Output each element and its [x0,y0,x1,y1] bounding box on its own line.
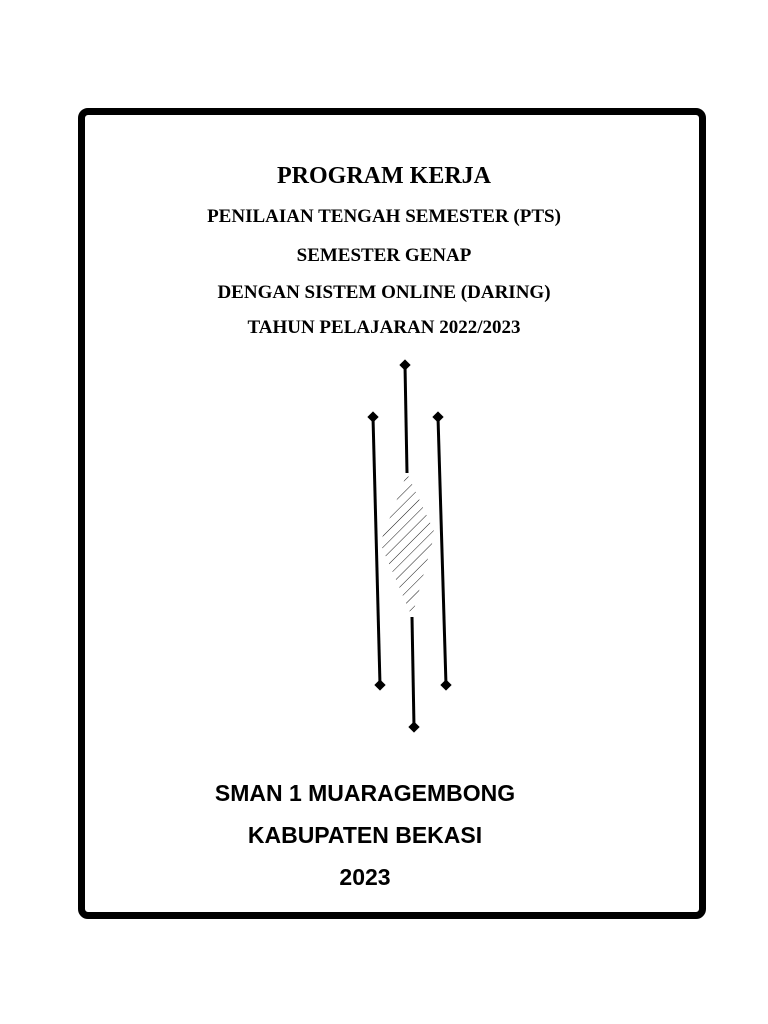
school-name: SMAN 1 MUARAGEMBONG [214,780,516,806]
decorative-divider-ornament [360,355,460,740]
subtitle-line-1: PENILAIAN TENGAH SEMESTER (PTS) [207,206,561,227]
document-year: 2023 [339,864,391,890]
subtitle-line-2: SEMESTER GENAP [296,245,472,266]
subtitle-line-4: TAHUN PELAJARAN 2022/2023 [247,317,521,338]
document-title: PROGRAM KERJA [277,163,491,189]
regency-name: KABUPATEN BEKASI [247,822,483,848]
subtitle-line-3: DENGAN SISTEM ONLINE (DARING) [217,282,551,303]
